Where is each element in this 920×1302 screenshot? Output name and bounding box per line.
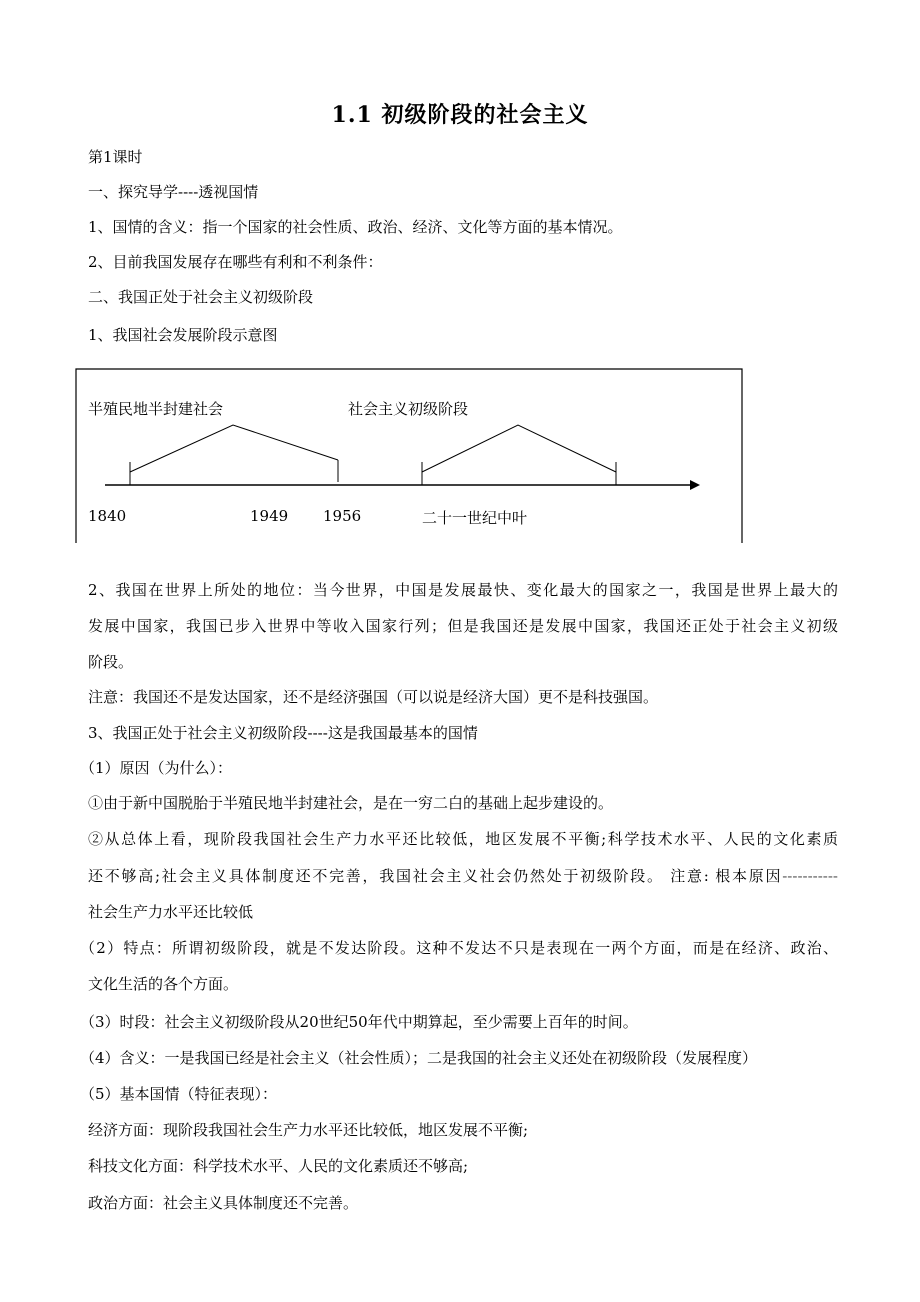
year-label: 二十一世纪中叶 [422, 509, 528, 527]
note: 注意：我国还不是发达国家，还不是经济强国（可以说是经济大国）更不是科技强国。 [88, 688, 659, 706]
paragraph: 政治方面：社会主义具体制度还不完善。 [88, 1194, 359, 1212]
section-heading: 二、我国正处于社会主义初级阶段 [88, 288, 314, 306]
paragraph: 1、我国社会发展阶段示意图 [88, 326, 278, 344]
paragraph: 科技文化方面：科学技术水平、人民的文化素质还不够高; [88, 1157, 469, 1175]
paragraph: ①由于新中国脱胎于半殖民地半封建社会，是在一穷二白的基础上起步建设的。 [88, 794, 614, 812]
paragraph: 发展中国家，我国已步入世界中等收入国家行列；但是我国还是发展中国家，我国还正处于社会主义初级 [88, 617, 838, 635]
paragraph: （2）特点：所谓初级阶段，就是不发达阶段。这种不发达不只是表现在一两个方面，而是在经济、政治、 [80, 939, 838, 957]
paragraph: （4）含义：一是我国已经是社会主义（社会性质）；二是我国的社会主义还处在初级阶段（发展程度） [80, 1049, 758, 1067]
paragraph: 社会生产力水平还比较低 [88, 903, 254, 921]
paragraph: 2、目前我国发展存在哪些有利和不利条件： [88, 253, 383, 271]
year-label: 1840 [88, 507, 127, 525]
paragraph: 阶段。 [88, 653, 134, 671]
year-label: 1949 [250, 507, 289, 525]
year-label: 1956 [323, 507, 362, 525]
paragraph-text: 还不够高;社会主义具体制度还不完善，我国社会主义社会仍然处于初级阶段。 注意: 根本原因 [88, 867, 783, 885]
paragraph: ②从总体上看，现阶段我国社会生产力水平还比较低，地区发展不平衡;科学技术水平、人民的文化素质 [88, 830, 838, 848]
paragraph: 文化生活的各个方面。 [88, 975, 239, 993]
arrow-head-icon [690, 480, 700, 490]
paragraph: 1、国情的含义：指一个国家的社会性质、政治、经济、文化等方面的基本情况。 [88, 218, 623, 236]
section-heading: 一、探究导学----透视国情 [88, 183, 259, 201]
dash-separator: ----------- [782, 867, 838, 885]
stage-label-primary-stage: 社会主义初级阶段 [348, 400, 469, 418]
stage-label-semi-colonial: 半殖民地半封建社会 [88, 400, 224, 418]
page-title: 1.1 初级阶段的社会主义 [331, 102, 589, 128]
paragraph: 2、我国在世界上所处的地位：当今世界，中国是发展最快、变化最大的国家之一，我国是世界上最大的 [88, 581, 838, 599]
subheading: （5）基本国情（特征表现）： [80, 1085, 278, 1103]
diagram-lines [0, 0, 920, 560]
paragraph [88, 866, 838, 886]
paragraph: （3）时段：社会主义初级阶段从20世纪50年代中期算起，至少需要上百年的时间。 [80, 1013, 638, 1031]
paragraph: 经济方面：现阶段我国社会生产力水平还比较低，地区发展不平衡; [88, 1121, 529, 1139]
section-heading: 3、我国正处于社会主义初级阶段----这是我国最基本的国情 [88, 724, 478, 742]
subheading: （1）原因（为什么）： [80, 759, 233, 777]
lesson-label: 第1课时 [88, 148, 143, 166]
